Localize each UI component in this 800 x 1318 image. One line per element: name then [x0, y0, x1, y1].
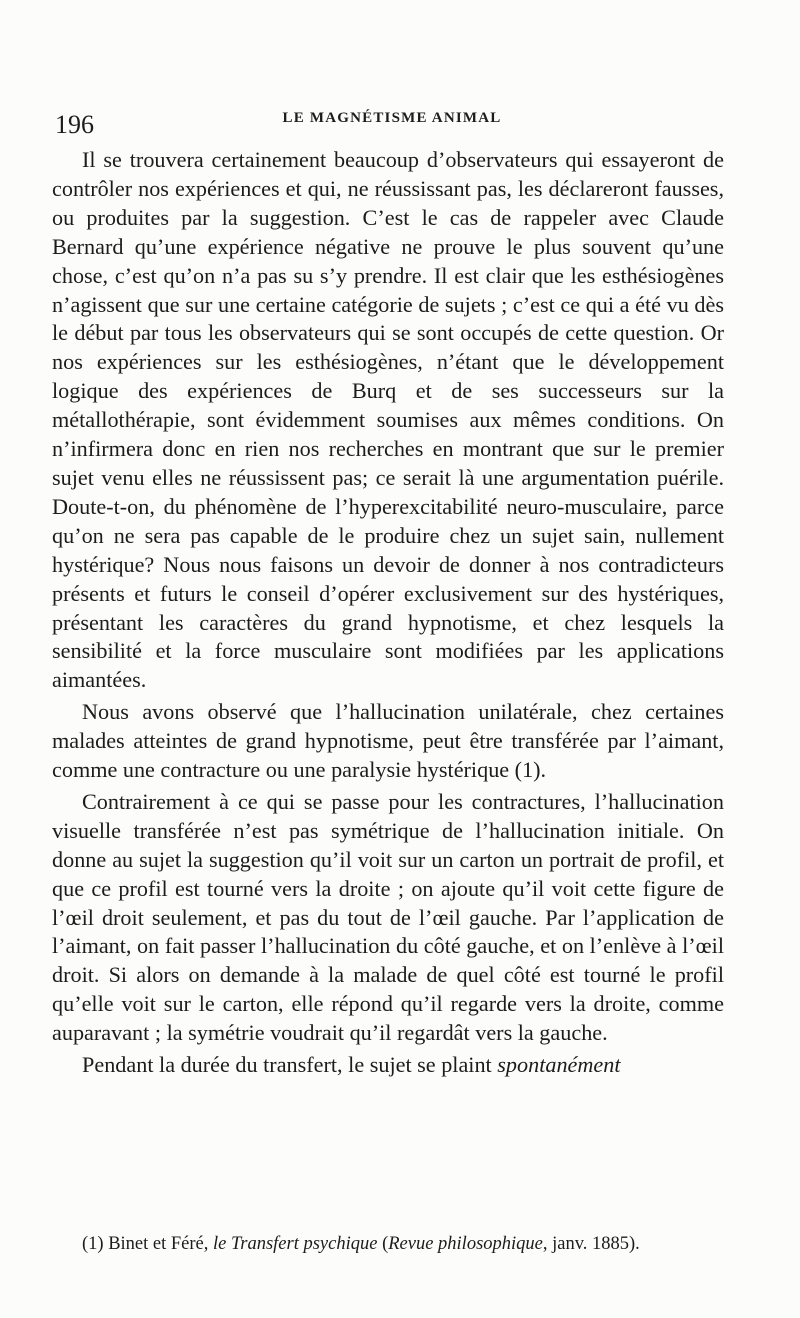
footnote-date: , janv. 1885).	[542, 1234, 640, 1254]
page-number: 196	[55, 110, 94, 139]
paragraph-continued	[52, 1051, 724, 1080]
running-title: LE MAGNÉTISME ANIMAL	[282, 110, 502, 126]
paragraph: Nous avons observé que l’hallucination unilatérale, chez certaines malades atteintes de grand hypnotisme, peut être transférée par l’aimant, comme une contracture ou une paralysie hystérique (1).	[52, 699, 724, 783]
footnote-title: le Transfert psychique	[213, 1234, 378, 1254]
paragraph: Contrairement à ce qui se passe pour les contractures, l’hallucination visuelle transférée n’est pas symétrique de l’hallucination initiale. On donne au sujet la suggestion qu’il voit sur un carton un portrait de profil, et que ce profil est tourné vers la droite ; on ajoute qu’il voit cette figure de l’œil droit seulement, et pas du tout de l’œil gauche. Par l’application de l’aimant, on fait passer l’hallucination du côté gauche, et on l’enlève à l’œil droit. Si alors on demande à la malade de quel côté est tourné le profil qu’elle voit sur le carton, elle répond qu’il regarde vers la droite, comme auparavant ; la symétrie voudrait qu’il regardât vers la gauche.	[52, 788, 724, 1046]
footnote-marker: (1) Binet et Féré,	[82, 1234, 213, 1254]
paragraph-text: Pendant la durée du transfert, le sujet se plaint	[82, 1052, 498, 1078]
footnote	[52, 1232, 732, 1256]
emphasis-text: spontanément	[497, 1052, 621, 1078]
page-header	[52, 106, 732, 142]
footnote-source-open: (	[377, 1234, 389, 1254]
paragraph: Il se trouvera certainement beaucoup d’observateurs qui essayeront de contrôler nos expériences et qui, ne réussissant pas, les déclareront fausses, ou produites par la suggestion. C’est le cas de rappeler avec Claude Bernard qu’une expérience négative ne prouve le plus souvent qu’une chose, c’est qu’on n’a pas su s’y prendre. Il est clair que les esthésiogènes n’agissent que sur une certaine catégorie de sujets ; c’est ce qui a été vu dès le début par tous les observateurs qui se sont occupés de cette question. Or nos expériences sur les esthésiogènes, n’étant que le développement logique des expériences de Burq et de ses successeurs sur la métallothérapie, sont évidemment soumises aux mêmes conditions. On n’infirmera donc en rien nos recherches en montrant que sur le premier sujet venu elles ne réussissent pas; ce serait là une argumentation puérile. Doute-t-on, du phénomène de l’hyperexcitabilité neuro-musculaire, parce qu’on ne sera pas capable de le produire chez un sujet sain, nullement hystérique? Nous nous faisons un devoir de donner à nos contradicteurs présents et futurs le conseil d’opérer exclusivement sur des hystériques, présentant les caractères du grand hypnotisme, et chez lesquels la sensibilité et la force musculaire sont modifiées par les applications aimantées.	[52, 147, 724, 693]
body-text	[52, 146, 724, 1080]
footnote-journal: Revue philosophique	[388, 1234, 543, 1254]
